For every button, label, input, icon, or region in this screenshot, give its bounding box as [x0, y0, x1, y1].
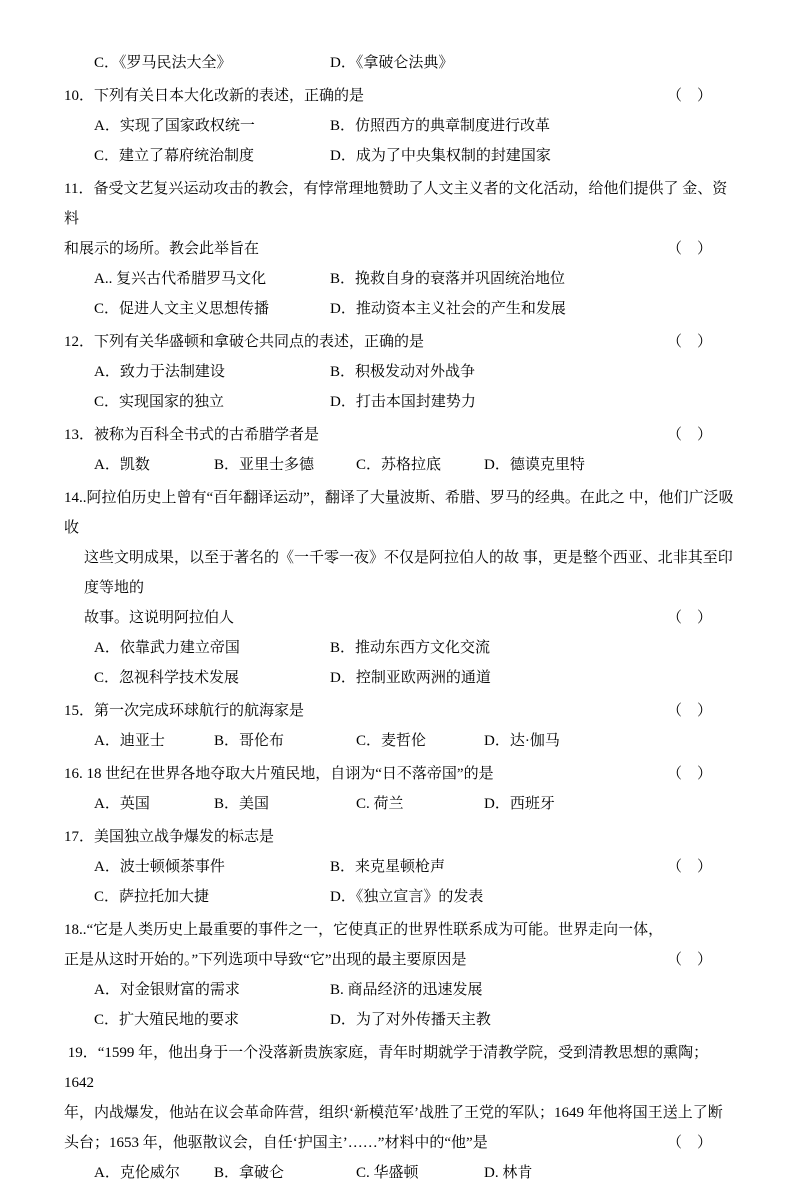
option: A．依靠武力建立帝国: [94, 640, 240, 656]
option: A．致力于法制建设: [94, 364, 225, 380]
answer-bracket: （ ）: [666, 703, 712, 719]
stem-line: [64, 603, 734, 633]
option: D．达·伽马: [484, 733, 560, 749]
question: [64, 759, 734, 819]
option: C．促进人文主义思想传播: [94, 301, 270, 317]
question: [64, 483, 734, 693]
option: D. 林肯: [484, 1165, 533, 1181]
option-row: [64, 450, 734, 480]
answer-bracket: （ ）: [666, 766, 712, 782]
option: D．控制亚欧两洲的通道: [330, 670, 491, 686]
option: D．为了对外传播天主教: [330, 1012, 491, 1028]
question: [64, 915, 734, 1035]
question: [64, 420, 734, 480]
option: D．德谟克里特: [484, 457, 585, 473]
option: B．亚里士多德: [214, 457, 315, 473]
option: A．克伦威尔: [94, 1165, 180, 1181]
stem-line: [64, 483, 734, 543]
option: A．迪亚士: [94, 733, 165, 749]
option-row: [64, 789, 734, 819]
stem-text: 故事。这说明阿拉伯人: [84, 610, 235, 626]
stem-line: [64, 915, 734, 945]
option: D．《拿破仑法典》: [330, 55, 454, 71]
option: B．拿破仑: [214, 1165, 285, 1181]
question: [64, 1038, 734, 1188]
stem-line: [64, 543, 734, 603]
stem-line: [64, 759, 734, 789]
stem-text: 18..“它是人类历史上最重要的事件之一，它使真正的世界性联系成为可能。世界走向一体，: [64, 922, 664, 938]
option-row: [64, 1005, 734, 1035]
stem-text: 正是从这时开始的。”下列选项中导致“它”出现的最主要原因是: [64, 952, 467, 968]
option: D．《独立宣言》的发表: [330, 889, 484, 905]
stem-line: [64, 945, 734, 975]
stem-text: 12．下列有关华盛顿和拿破仑共同点的表述，正确的是: [64, 334, 425, 350]
option: C．建立了幕府统治制度: [94, 148, 255, 164]
question: [64, 81, 734, 171]
stem-text: 头台；1653 年，他驱散议会，自任‘护国主’……”材料中的“他”是: [64, 1135, 488, 1151]
option-row: [64, 882, 734, 912]
stem-line: [64, 327, 734, 357]
stem-line: [64, 1128, 734, 1158]
question: [64, 174, 734, 324]
option: C. 荷兰: [356, 796, 404, 812]
option-row: [64, 294, 734, 324]
option-row: [64, 852, 734, 882]
option: B．推动东西方文化交流: [330, 640, 491, 656]
stem-text: 13．被称为百科全书式的古希腊学者是: [64, 427, 320, 443]
answer-bracket: （ ）: [666, 859, 712, 875]
option: B．挽救自身的衰落并巩固统治地位: [330, 271, 566, 287]
option: C．《罗马民法大全》: [94, 55, 232, 71]
answer-bracket: （ ）: [666, 241, 712, 257]
option-row: [64, 975, 734, 1005]
option: C．麦哲伦: [356, 733, 427, 749]
option: A．实现了国家政权统一: [94, 118, 255, 134]
option-row: [64, 726, 734, 756]
option: B．积极发动对外战争: [330, 364, 476, 380]
question: [64, 327, 734, 417]
option: B．仿照西方的典章制度进行改革: [330, 118, 551, 134]
stem-text: 15．第一次完成环球航行的航海家是: [64, 703, 305, 719]
option: A．英国: [94, 796, 150, 812]
option-row: [64, 48, 734, 78]
exam-content: [64, 48, 734, 1188]
stem-line: [64, 234, 734, 264]
option-row: [64, 111, 734, 141]
option-row: [64, 387, 734, 417]
stem-text: 10．下列有关日本大化改新的表述，正确的是: [64, 88, 365, 104]
stem-line: [64, 174, 734, 234]
option-row: [64, 1158, 734, 1188]
option-row: [64, 264, 734, 294]
option: C．萨拉托加大捷: [94, 889, 210, 905]
question: [64, 696, 734, 756]
option: C．忽视科学技术发展: [94, 670, 240, 686]
question: [64, 822, 734, 912]
option-row: [64, 357, 734, 387]
option: B．哥伦布: [214, 733, 285, 749]
stem-text: 19．“1599 年，他出身于一个没落新贵族家庭，青年时期就学于清教学院，受到清教思想的熏陶；1642: [64, 1045, 709, 1091]
option: B. 商品经济的迅速发展: [330, 982, 483, 998]
answer-bracket: （ ）: [666, 427, 712, 443]
option-row: [64, 141, 734, 171]
option: C. 华盛顿: [356, 1165, 419, 1181]
option: A．凯数: [94, 457, 150, 473]
stem-line: [64, 1038, 734, 1098]
option: C．苏格拉底: [356, 457, 442, 473]
answer-bracket: （ ）: [666, 610, 712, 626]
option: A．波士顿倾茶事件: [94, 859, 225, 875]
stem-line: [64, 81, 734, 111]
stem-line: [64, 420, 734, 450]
stem-line: [64, 822, 734, 852]
stem-text: 年，内战爆发，他站在议会革命阵营，组织‘新模范军’战胜了王党的军队；1649 年他将国王送上了断: [64, 1105, 723, 1121]
option: A.. 复兴古代希腊罗马文化: [94, 271, 267, 287]
stem-text: 14..阿拉伯历史上曾有“百年翻译运动”，翻译了大量波斯、希腊、罗马的经典。在此之 中，他们广泛吸收: [64, 490, 734, 536]
option-row: [64, 633, 734, 663]
stem-text: 和展示的场所。教会此举旨在: [64, 241, 260, 257]
answer-bracket: （ ）: [666, 88, 712, 104]
stem-text: 这些文明成果，以至于著名的《一千零一夜》不仅是阿拉伯人的故 事，更是整个西亚、北非其至印度等地的: [84, 550, 733, 596]
stem-text: 17．美国独立战争爆发的标志是: [64, 829, 275, 845]
stem-line: [64, 1098, 734, 1128]
option: D．推动资本主义社会的产生和发展: [330, 301, 566, 317]
option: C．实现国家的独立: [94, 394, 225, 410]
option: B．来克星顿枪声: [330, 859, 446, 875]
answer-bracket: （ ）: [666, 952, 712, 968]
option: D．成为了中央集权制的封建国家: [330, 148, 551, 164]
answer-bracket: （ ）: [666, 1135, 712, 1151]
question: [64, 48, 734, 78]
option-row: [64, 663, 734, 693]
stem-text: 11．备受文艺复兴运动攻击的教会，有悖常理地赞助了人文主义者的文化活动，给他们提供了 金、资料: [64, 181, 728, 227]
option: D．西班牙: [484, 796, 555, 812]
stem-line: [64, 696, 734, 726]
option: B．美国: [214, 796, 270, 812]
option: D．打击本国封建势力: [330, 394, 476, 410]
stem-text: 16. 18 世纪在世界各地夺取大片殖民地，自诩为“日不落帝国”的是: [64, 766, 494, 782]
answer-bracket: （ ）: [666, 334, 712, 350]
option: A．对金银财富的需求: [94, 982, 240, 998]
option: C．扩大殖民地的要求: [94, 1012, 240, 1028]
